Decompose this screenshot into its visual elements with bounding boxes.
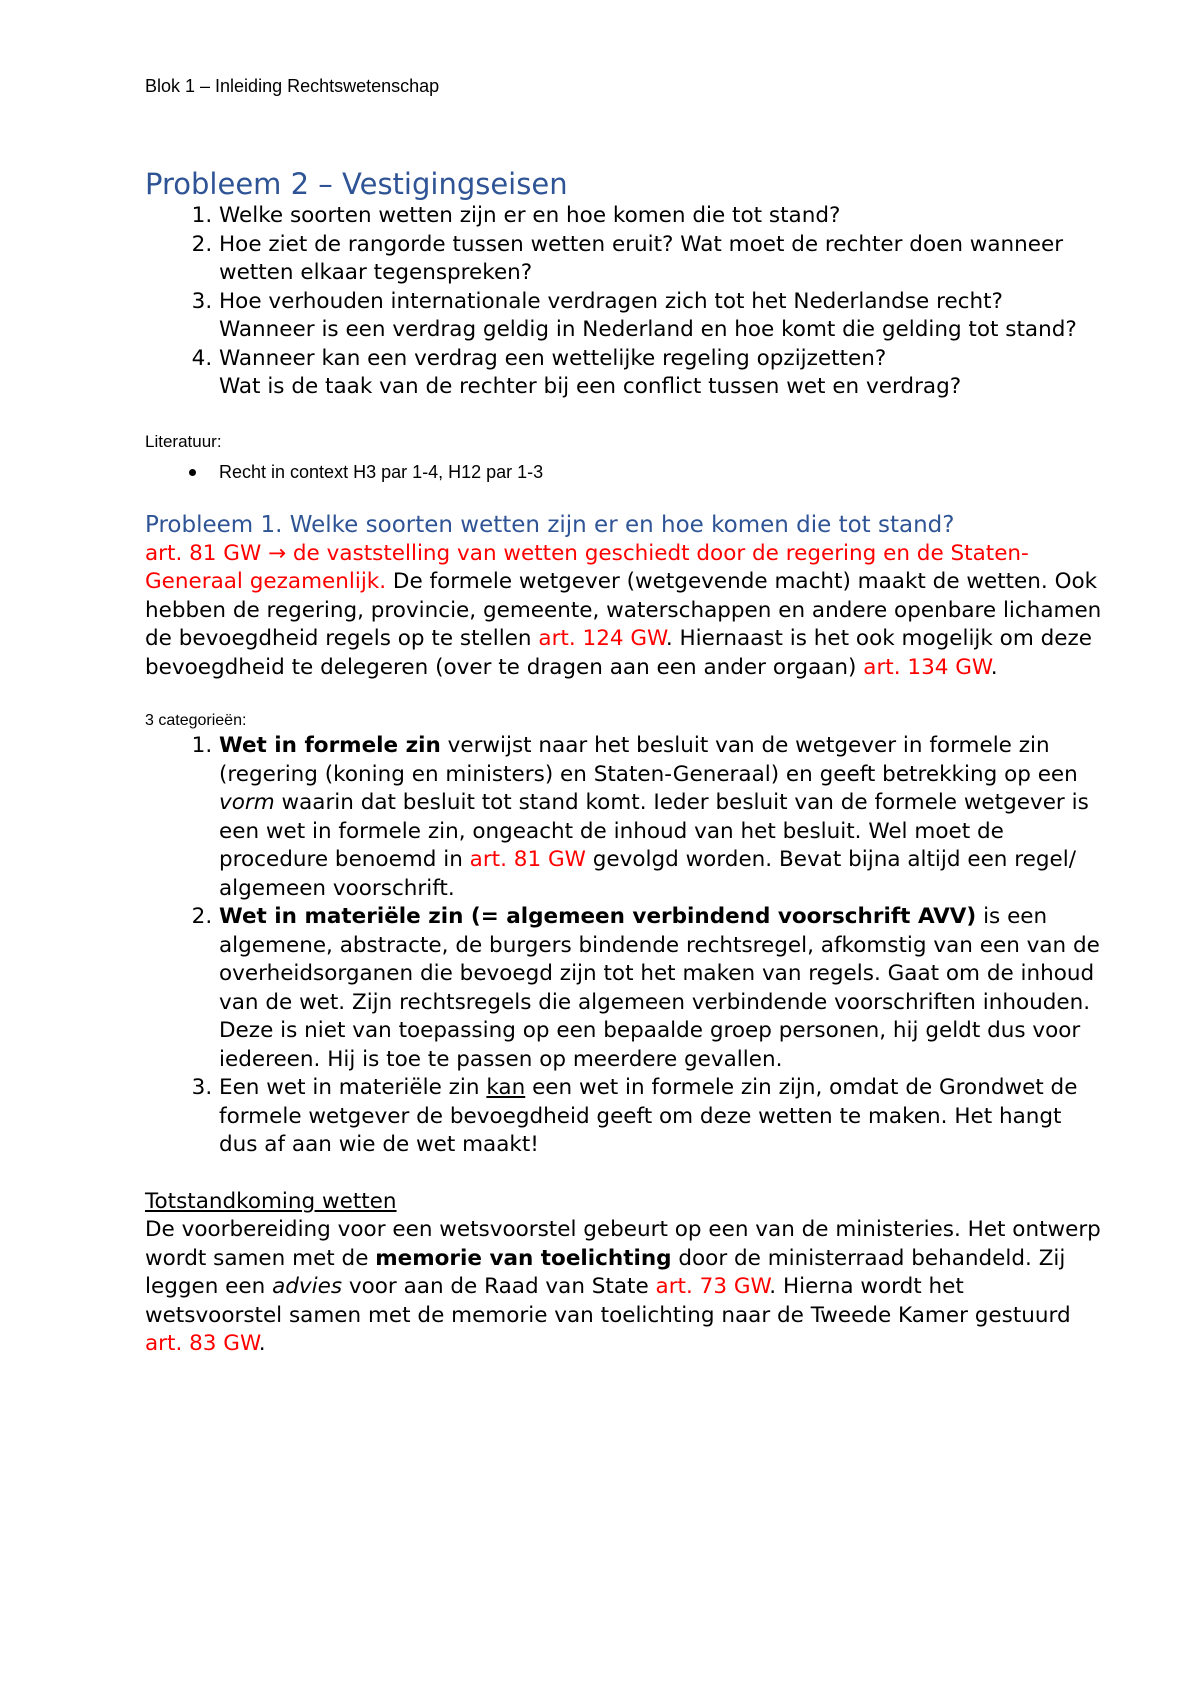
paragraph-text: . (258, 1331, 266, 1356)
question-text: Hoe ziet de rangorde tussen wetten eruit? Wat moet de rechter doen wanneer wetten elkaar tegenspreken? (219, 231, 1064, 285)
question-item (219, 231, 1105, 288)
document-content (145, 166, 1105, 1359)
category-term: Wet in formele zin (219, 733, 441, 758)
question-text-continued: Wanneer is een verdrag geldig in Nederland en hoe komt die gelding tot stand? (219, 317, 1077, 342)
category-text: gevolgd worden. Bevat bijna altijd een regel/ algemeen voorschrift. (219, 847, 1076, 901)
category-term: Wet in materiële zin (= algemeen verbindend voorschrift AVV) (219, 904, 977, 929)
category-text: waarin dat besluit tot stand komt. Ieder besluit van de formele wetgever is een wet in formele zin, ongeacht de inhoud van het besluit. Wel moet de procedure benoemd in (219, 790, 1089, 872)
paragraph-text: . (990, 654, 998, 680)
literature-item: Recht in context H3 par 1-4, H12 par 1-3 (219, 460, 1105, 484)
literature-label: Literatuur: (145, 431, 222, 451)
article-reference: art. 124 GW (538, 626, 666, 651)
question-item (219, 202, 1105, 231)
article-reference: art. 83 GW (145, 1331, 259, 1356)
category-item (219, 732, 1105, 903)
emphasized-text: advies (272, 1274, 343, 1299)
article-reference: art. 73 GW (655, 1274, 770, 1299)
category-text: verwijst naar het besluit van de wetgever in formele zin (regering (koning en ministers) en Staten-Generaal) en geeft betrekking op een (219, 733, 1078, 787)
section-heading: Probleem 1. Welke soorten wetten zijn er en hoe komen die tot stand? (145, 511, 955, 538)
categories-label: 3 categorieën: (145, 712, 247, 729)
article-reference: art. 81 GW (469, 847, 586, 872)
underlined-text: kan (486, 1075, 526, 1100)
question-item (219, 288, 1105, 345)
subsection-paragraph (145, 1216, 1105, 1359)
page-title: Probleem 2 – Vestigingseisen (145, 167, 568, 201)
question-list (145, 202, 1105, 402)
bold-term: memorie van toelichting (375, 1245, 672, 1271)
article-reference: art. 81 GW (145, 540, 269, 566)
question-text: Welke soorten wetten zijn er en hoe komen die tot stand? (219, 203, 841, 228)
arrow-icon: → (268, 540, 287, 566)
question-item (219, 345, 1105, 402)
literature-list (145, 460, 1105, 484)
paragraph-text: . Hiernaast is het ook mogelijk om deze bevoegdheid te delegeren (over te dragen aan een ander orgaan) (145, 626, 1093, 680)
paragraph-text: De formele wetgever (wetgevende macht) maakt de wetten. Ook hebben de regering, provincie, gemeente, waterschappen en andere openbare lichamen de bevoegdheid regels op te stellen (145, 569, 1102, 651)
article-reference: art. 134 GW (863, 654, 991, 680)
question-text: Hoe verhouden internationale verdragen zich tot het Nederlandse recht? (219, 288, 1003, 314)
category-text: Een wet in materiële zin (219, 1075, 487, 1100)
page-header: Blok 1 – Inleiding Rechtswetenschap (145, 76, 440, 96)
paragraph-text: . Hierna wordt het wetsvoorstel samen met de memorie van toelichting naar de Tweede Kamer gestuurd (145, 1274, 1071, 1328)
paragraph-text: De voorbereiding voor een wetsvoorstel gebeurt op een van de ministeries. Het ontwerp wordt samen met de (145, 1217, 1101, 1271)
category-item (219, 1074, 1105, 1160)
highlighted-text: de vaststelling van wetten geschiedt door de regering en de Staten-Generaal gezamenlijk. (145, 540, 1029, 594)
question-text: Wanneer kan een verdrag een wettelijke regeling opzijzetten? (219, 345, 887, 371)
section-paragraph (145, 540, 1105, 683)
question-text-continued: Wat is de taak van de rechter bij een conflict tussen wet en verdrag? (219, 374, 962, 399)
emphasized-text: vorm (219, 790, 275, 815)
category-item (219, 903, 1105, 1074)
categories-list (145, 732, 1105, 1160)
subsection-heading: Totstandkoming wetten (145, 1188, 397, 1214)
paragraph-text: door de ministerraad behandeld. Zij leggen een (145, 1245, 1066, 1299)
paragraph-text: voor aan de Raad van State (342, 1274, 656, 1299)
category-text: is een algemene, abstracte, de burgers bindende rechtsregel, afkomstig van een van de overheidsorganen die bevoegd zijn tot het maken van regels. Gaat om de inhoud van de wet. Zijn rechtsregels die algemeen verbindende voorschriften inhouden. Deze is niet van toepassing op een bepaalde groep personen, hij geldt dus voor iedereen. Hij is toe te passen op meerdere gevallen. (219, 904, 1100, 1072)
category-text: een wet in formele zin zijn, omdat de Grondwet de formele wetgever de bevoegdheid geeft om deze wetten te maken. Het hangt dus af aan wie de wet maakt! (219, 1075, 1078, 1157)
